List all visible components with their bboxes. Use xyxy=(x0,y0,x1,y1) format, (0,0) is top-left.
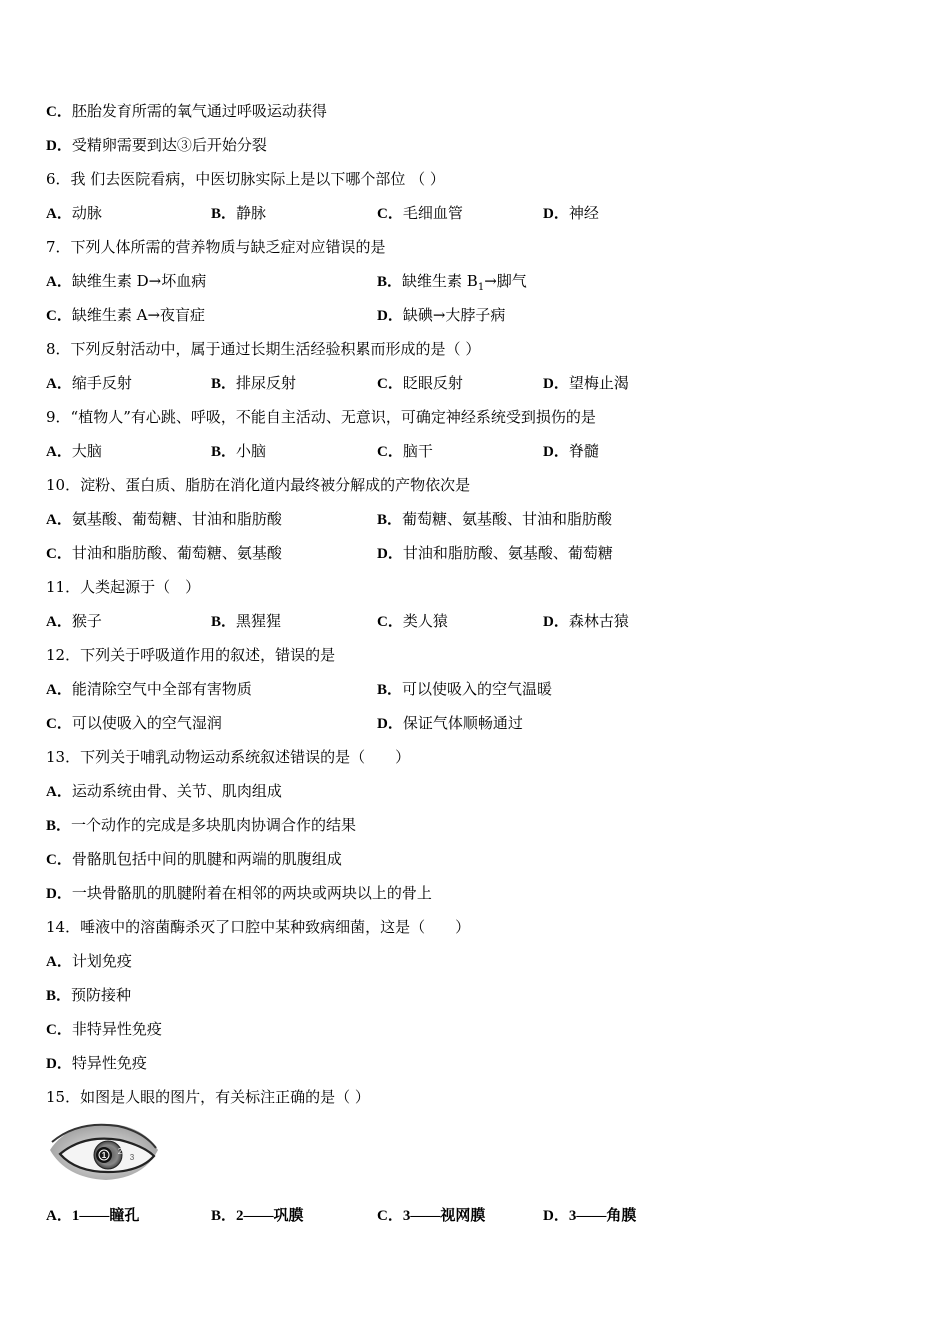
q5-option-d: D．受精卵需要到达③后开始分裂 xyxy=(46,136,267,154)
q10-option-a: A．氨基酸、葡萄糖、甘油和脂肪酸 xyxy=(46,510,282,528)
q11-option-a: A．猴子 xyxy=(46,612,102,630)
q8-option-b: B．排尿反射 xyxy=(211,374,297,392)
q6-option-c: C．毛细血管 xyxy=(377,204,463,222)
q14-stem: 14．唾液中的溶菌酶杀灭了口腔中某种致病细菌，这是（ ） xyxy=(46,918,471,936)
q15-option-c: C．3——视网膜 xyxy=(377,1208,486,1224)
q12-option-a: A．能清除空气中全部有害物质 xyxy=(46,680,252,698)
q14-option-c: C．非特异性免疫 xyxy=(46,1020,162,1038)
q12-option-d: D．保证气体顺畅通过 xyxy=(377,714,523,732)
q13-option-b: B．一个动作的完成是多块肌肉协调合作的结果 xyxy=(46,816,357,834)
q7-option-c: C．缺维生素 A→夜盲症 xyxy=(46,306,206,324)
figure-label-2: 2 xyxy=(117,1147,123,1156)
q6-options xyxy=(46,201,746,225)
q13-option-a: A．运动系统由骨、关节、肌肉组成 xyxy=(46,782,282,800)
q7-option-b: B．缺维生素 $B_1\to$脚气 xyxy=(377,272,527,293)
q13-option-c: C．骨骼肌包括中间的肌腱和两端的肌腹组成 xyxy=(46,850,342,868)
q9-option-d: D．脊髓 xyxy=(543,442,599,460)
q7-option-a: A．缺维生素 D→坏血病 xyxy=(46,272,207,290)
q15-stem: 15．如图是人眼的图片，有关标注正确的是（ ） xyxy=(46,1088,370,1106)
q10-option-b: B．葡萄糖、氨基酸、甘油和脂肪酸 xyxy=(377,510,613,528)
q7-stem: 7．下列人体所需的营养物质与缺乏症对应错误的是 xyxy=(46,238,386,256)
q8-stem: 8．下列反射活动中，属于通过长期生活经验积累而形成的是（ ） xyxy=(46,340,481,358)
q14-option-b: B．预防接种 xyxy=(46,986,132,1004)
q6-option-d: D．神经 xyxy=(543,204,599,222)
q15-option-d: D．3——角膜 xyxy=(543,1208,637,1224)
q11-options xyxy=(46,609,746,633)
figure-label-3: 3 xyxy=(129,1153,135,1162)
q11-option-d: D．森林古猿 xyxy=(543,612,629,630)
q10-option-c: C．甘油和脂肪酸、葡萄糖、氨基酸 xyxy=(46,544,282,562)
q9-options xyxy=(46,439,746,463)
q12-option-b: B．可以使吸入的空气温暖 xyxy=(377,680,553,698)
q7-options-row1 xyxy=(46,269,746,293)
q6-option-b: B．静脉 xyxy=(211,204,267,222)
q13-option-d: D．一块骨骼肌的肌腱附着在相邻的两块或两块以上的骨上 xyxy=(46,884,432,902)
q8-options xyxy=(46,371,746,395)
q14-option-a: A．计划免疫 xyxy=(46,952,132,970)
q11-stem: 11．人类起源于（ ） xyxy=(46,578,201,596)
q12-stem: 12．下列关于呼吸道作用的叙述，错误的是 xyxy=(46,646,336,664)
q12-option-c: C．可以使吸入的空气湿润 xyxy=(46,714,222,732)
q8-option-d: D．望梅止渴 xyxy=(543,374,629,392)
q9-option-b: B．小脑 xyxy=(211,442,267,460)
q5-option-c: C．胚胎发育所需的氧气通过呼吸运动获得 xyxy=(46,102,327,120)
q15-option-b: B．2——巩膜 xyxy=(211,1208,304,1224)
figure-label-1: 1 xyxy=(101,1151,107,1160)
q9-option-c: C．脑干 xyxy=(377,442,433,460)
q6-option-a: A．动脉 xyxy=(46,204,102,222)
q10-option-d: D．甘油和脂肪酸、氨基酸、葡萄糖 xyxy=(377,544,613,562)
q9-option-a: A．大脑 xyxy=(46,442,102,460)
q10-stem: 10．淀粉、蛋白质、脂肪在消化道内最终被分解成的产物依次是 xyxy=(46,476,471,494)
q9-stem: 9．“植物人”有心跳、呼吸，不能自主活动、无意识，可确定神经系统受到损伤的是 xyxy=(46,408,596,426)
q6-stem: 6．我 们去医院看病，中医切脉实际上是以下哪个部位 （ ） xyxy=(46,170,445,188)
q14-option-d: D．特异性免疫 xyxy=(46,1054,147,1072)
q8-option-a: A．缩手反射 xyxy=(46,374,132,392)
q10-options-row2 xyxy=(46,541,746,565)
q12-options-row2 xyxy=(46,711,746,735)
q13-stem: 13．下列关于哺乳动物运动系统叙述错误的是（ ） xyxy=(46,748,411,766)
q12-options-row1 xyxy=(46,677,746,701)
q10-options-row1 xyxy=(46,507,746,531)
eye-figure xyxy=(48,1120,160,1182)
q11-option-b: B．黑猩猩 xyxy=(211,612,282,630)
q15-option-a: A．1——瞳孔 xyxy=(46,1208,140,1224)
q11-option-c: C．类人猿 xyxy=(377,612,448,630)
q8-option-c: C．眨眼反射 xyxy=(377,374,463,392)
q7-options-row2 xyxy=(46,303,746,327)
q15-options xyxy=(46,1203,746,1227)
q7-option-d: D．缺碘→大脖子病 xyxy=(377,306,506,324)
